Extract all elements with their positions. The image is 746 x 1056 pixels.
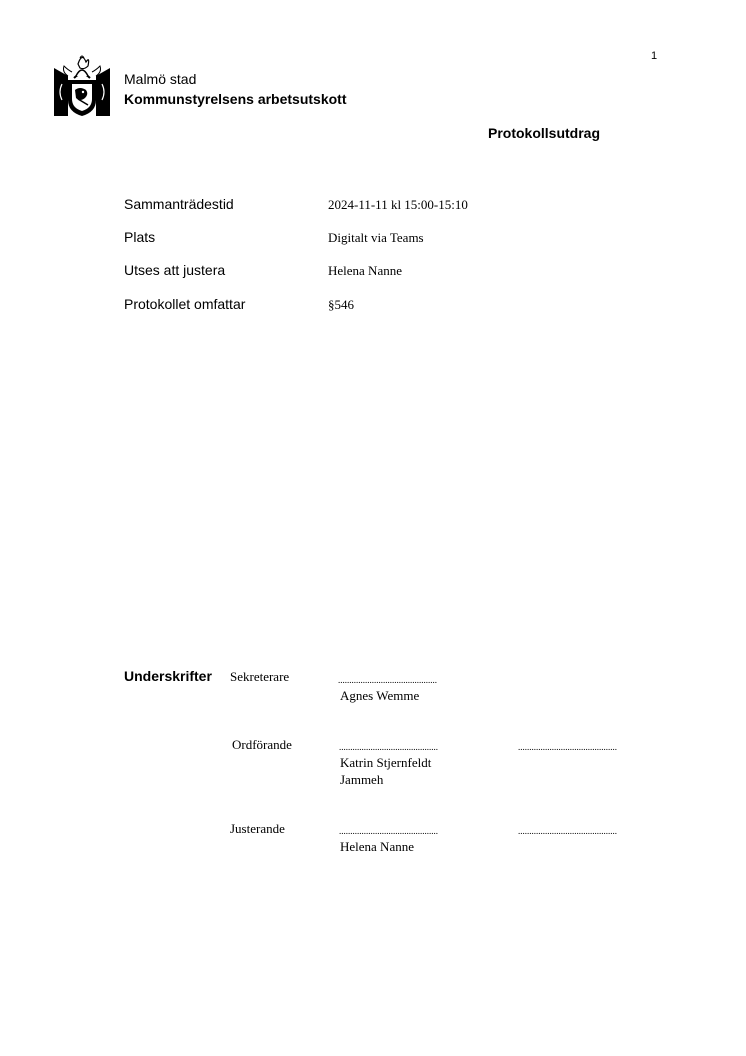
signature-line: ............................................ (518, 742, 617, 752)
meta-value-time: 2024-11-11 kl 15:00-15:10 (328, 197, 468, 212)
committee-name: Kommunstyrelsens arbetsutskott (124, 91, 347, 107)
signature-role-secretary: Sekreterare (230, 669, 290, 684)
signature-line: ............................................ (339, 742, 438, 752)
signer-name-chair-line2: Jammeh (340, 772, 384, 787)
meta-label-adjuster: Utses att justera (124, 262, 226, 278)
document-type-title: Protokollsutdrag (488, 125, 601, 141)
signer-name-adjuster: Helena Nanne (340, 839, 414, 854)
meta-label-place: Plats (124, 229, 156, 245)
signature-role-chair: Ordförande (232, 737, 292, 752)
organization-name: Malmö stad (124, 71, 197, 87)
signature-line: ............................................ (338, 675, 437, 685)
page-number: 1 (651, 50, 658, 62)
meta-label-time: Sammanträdestid (124, 196, 234, 212)
signature-line: ............................................ (339, 826, 438, 836)
signer-name-secretary: Agnes Wemme (340, 688, 420, 703)
meta-value-scope: §546 (328, 297, 354, 312)
meta-value-adjuster: Helena Nanne (328, 263, 402, 278)
malmo-coat-of-arms-logo (54, 50, 110, 116)
meta-value-place: Digitalt via Teams (328, 230, 424, 245)
signature-line: ............................................ (518, 826, 617, 836)
meta-label-scope: Protokollet omfattar (124, 296, 246, 312)
signer-name-chair-line1: Katrin Stjernfeldt (340, 755, 432, 770)
signatures-heading: Underskrifter (124, 668, 212, 684)
signature-role-adjuster: Justerande (230, 821, 285, 836)
